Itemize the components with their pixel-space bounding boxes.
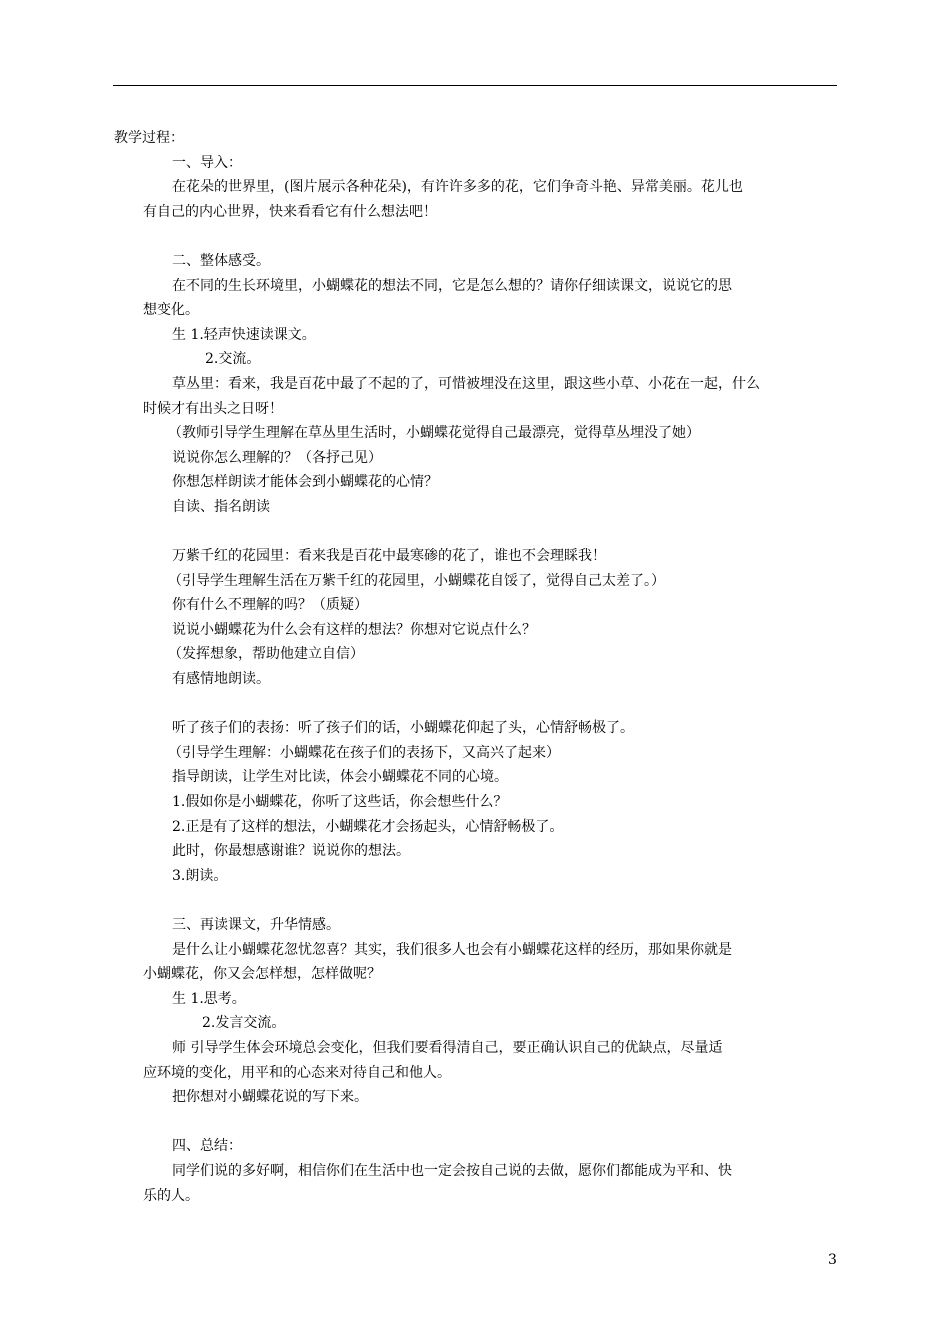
text-line: 把你想对小蝴蝶花说的写下来。 bbox=[172, 1089, 368, 1106]
text-line: 是什么让小蝴蝶花忽忧忽喜？其实，我们很多人也会有小蝴蝶花这样的经历，那如果你就是 bbox=[172, 941, 732, 958]
text-line: 3.朗读。 bbox=[172, 867, 228, 884]
text-line: 想变化。 bbox=[143, 302, 199, 319]
blank-line bbox=[114, 224, 838, 249]
blank-line bbox=[114, 1110, 838, 1135]
text-line: 有感情地朗读。 bbox=[172, 671, 270, 688]
text-line: 教学过程： bbox=[114, 130, 184, 146]
text-line: 在不同的生长环境里，小蝴蝶花的想法不同，它是怎么想的？请你仔细读课文，说说它的思 bbox=[172, 277, 732, 294]
text-line: 生 1.思考。 bbox=[172, 990, 246, 1007]
text-line: 自读、指名朗读 bbox=[172, 498, 270, 515]
text-line: 小蝴蝶花，你又会怎样想，怎样做呢？ bbox=[143, 966, 381, 983]
document-body bbox=[114, 126, 838, 1208]
text-line: （教师引导学生理解在草丛里生活时，小蝴蝶花觉得自己最漂亮，觉得草丛埋没了她） bbox=[168, 425, 700, 442]
text-line: 有自己的内心世界，快来看看它有什么想法吧！ bbox=[143, 203, 437, 220]
blank-line bbox=[114, 888, 838, 913]
text-line: 二、整体感受。 bbox=[172, 252, 270, 269]
text-line: 听了孩子们的表扬：听了孩子们的话，小蝴蝶花仰起了头，心情舒畅极了。 bbox=[172, 720, 634, 737]
text-line: 指导朗读，让学生对比读，体会小蝴蝶花不同的心境。 bbox=[172, 769, 508, 786]
text-line: 在花朵的世界里，(图片展示各种花朵)，有许许多多的花，它们争奇斗艳、异常美丽。花儿也 bbox=[172, 179, 743, 196]
text-line: 一、导入： bbox=[172, 154, 242, 171]
blank-line bbox=[114, 692, 838, 717]
text-line: 乐的人。 bbox=[143, 1187, 199, 1204]
text-line: （引导学生理解生活在万紫千红的花园里，小蝴蝶花自馁了，觉得自己太差了。） bbox=[168, 572, 665, 589]
text-line: （发挥想象，帮助他建立自信） bbox=[168, 646, 364, 663]
text-line: 草丛里：看来，我是百花中最了不起的了，可惜被埋没在这里，跟这些小草、小花在一起，什么 bbox=[172, 375, 760, 392]
text-line: 时候才有出头之日呀！ bbox=[143, 400, 283, 417]
text-line: 1.假如你是小蝴蝶花，你听了这些话，你会想些什么？ bbox=[172, 794, 508, 811]
blank-line bbox=[114, 520, 838, 545]
text-line: 2.正是有了这样的想法，小蝴蝶花才会扬起头，心情舒畅极了。 bbox=[172, 818, 564, 835]
header-rule bbox=[113, 85, 837, 86]
text-line: 生 1.轻声快速读课文。 bbox=[172, 326, 316, 343]
text-line: 你想怎样朗读才能体会到小蝴蝶花的心情？ bbox=[172, 474, 438, 491]
text-line: 万紫千红的花园里：看来我是百花中最寒碜的花了，谁也不会理睬我！ bbox=[172, 548, 606, 565]
text-line: 应环境的变化，用平和的心态来对待自己和他人。 bbox=[143, 1064, 451, 1081]
text-line: 2.发言交流。 bbox=[202, 1015, 286, 1032]
text-line: 师 引导学生体会环境总会变化，但我们要看得清自己，要正确认识自己的优缺点，尽量适 bbox=[172, 1039, 723, 1056]
text-line: 你有什么不理解的吗？（质疑） bbox=[172, 597, 368, 614]
text-line: 2.交流。 bbox=[205, 351, 261, 368]
text-line: （引导学生理解：小蝴蝶花在孩子们的表扬下，又高兴了起来） bbox=[168, 744, 560, 761]
text-line: 说说你怎么理解的？（各抒己见） bbox=[172, 449, 382, 466]
text-line: 同学们说的多好啊，相信你们在生活中也一定会按自己说的去做，愿你们都能成为平和、快 bbox=[172, 1162, 732, 1179]
text-line: 四、总结： bbox=[172, 1138, 242, 1155]
text-line: 三、再读课文，升华情感。 bbox=[172, 917, 340, 933]
text-line: 说说小蝴蝶花为什么会有这样的想法？你想对它说点什么？ bbox=[172, 621, 536, 638]
page-number: 3 bbox=[828, 1252, 837, 1268]
text-line: 此时，你最想感谢谁？说说你的想法。 bbox=[172, 843, 410, 860]
